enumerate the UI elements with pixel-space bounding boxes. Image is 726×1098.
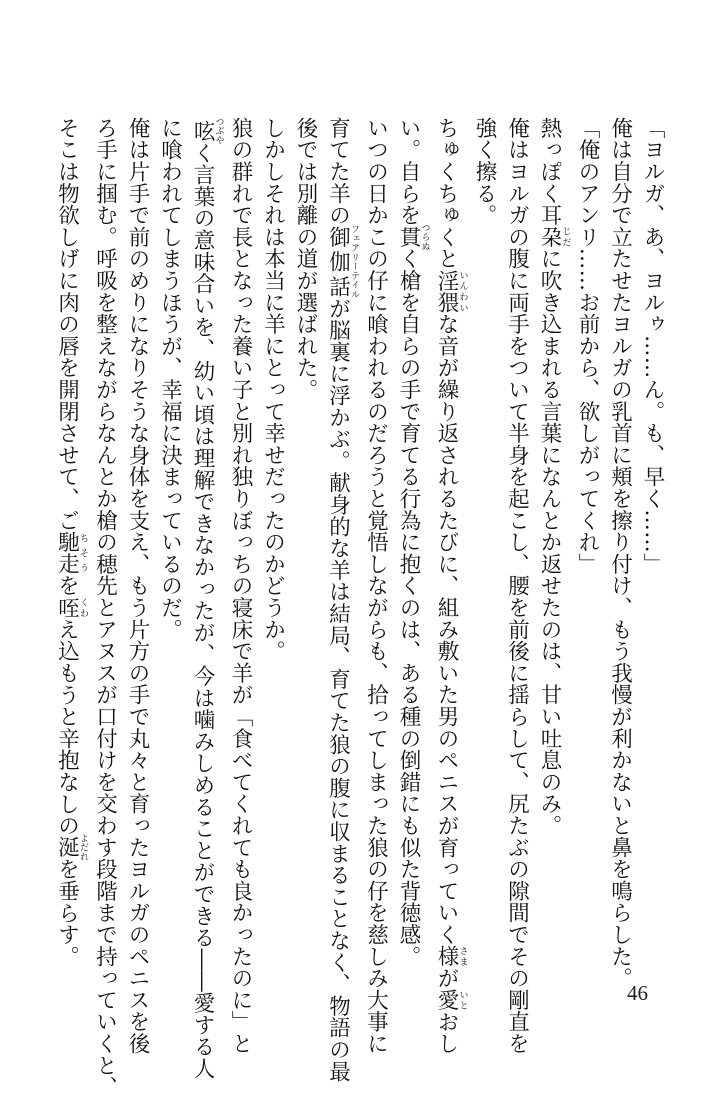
text-line: 俺は自分で立たせたヨルガの乳首に頬を擦り付け、もう我慢が利かないと鼻を鳴らした。 — [607, 117, 633, 989]
text-line: 後では別離の道が選ばれた。 — [293, 117, 318, 401]
text-line: 呟つぶやく言葉の意味合いを、幼い頃は理解できなかったが、今は噛みしめることができる――愛する人 — [190, 117, 224, 1080]
text-line: ちゅくちゅくと淫猥いんわいな音が繰り返されるたびに、組み敷いた男のペニスが育っていく様さまが愛いとおし — [434, 117, 468, 1055]
furigana: いんわい — [457, 269, 468, 314]
furigana: いと — [457, 989, 468, 1011]
text-line: 強く擦る。 — [472, 117, 497, 226]
text-line: 「ヨルガ、あ、ヨルゥ……ん。も、早く……」 — [640, 117, 665, 575]
furigana: つらぬ — [419, 222, 430, 251]
text-line: 俺はヨルガの腹に両手をついて半身を起こし、腰を前後に揺らして、尻たぶの隙間でその剛直を — [504, 117, 530, 1055]
furigana: さま — [457, 945, 468, 968]
text-line: 狼の群れで長となった養い子と別れ独りぼっちの寝床で羊が「食べてくれても良かったのに」と — [228, 117, 253, 1055]
text-line: に喰われてしまうほうが、幸福に決まっているのだ。 — [157, 117, 183, 641]
text-line: 俺は片手で前のめりになりそうな身体を支え、もう片方の手で丸々と育ったヨルガのペニスを後 — [125, 117, 150, 1055]
text-line: 育てた羊の御伽話フェアリーテイルが脳裏に浮かぶ。献身的な羊は結局、育てた狼の腹に収まることなく、物語の最 — [325, 117, 359, 1083]
text-line: い。自らを貫つらぬく槍を自らの手で育てる行為に抱くのは、ある種の倒錯にも似た背徳感。 — [396, 117, 430, 968]
text-line: そこは物欲しげに肉の唇を開閉させて、ご馳走ちそうを咥くわえ込もうと辛抱なしの涎よだれを垂らす。 — [54, 117, 88, 968]
furigana: よだれ — [78, 833, 88, 862]
furigana: じだ — [560, 226, 571, 248]
text-line: 熱っぽく耳朶じだに吹き込まれる言葉になんとか返せたのは、甘い吐息のみ。 — [537, 117, 571, 837]
text-line: しかしそれは本当に羊にとって幸せだったのかどうか。 — [260, 117, 286, 662]
furigana: ちそう — [78, 531, 88, 575]
text-line: ろ手に掴む。呼吸を整えながらなんとか槍の穂先とアヌスが口付けを交わす段階まで持っていくと、 — [92, 117, 118, 1098]
text-line: いつの日かこの仔に喰われるのだろうと覚悟しながらも、拾ってしまった狼の仔を慈しみ大事に — [363, 117, 389, 1055]
furigana: くわ — [78, 596, 88, 619]
text-line: 「俺のアンリ……お前から、欲しがってくれ」 — [575, 117, 600, 575]
furigana: フェアリーテイル — [349, 224, 359, 299]
furigana: つぶや — [213, 117, 224, 145]
page-number: 46 — [627, 981, 648, 1005]
